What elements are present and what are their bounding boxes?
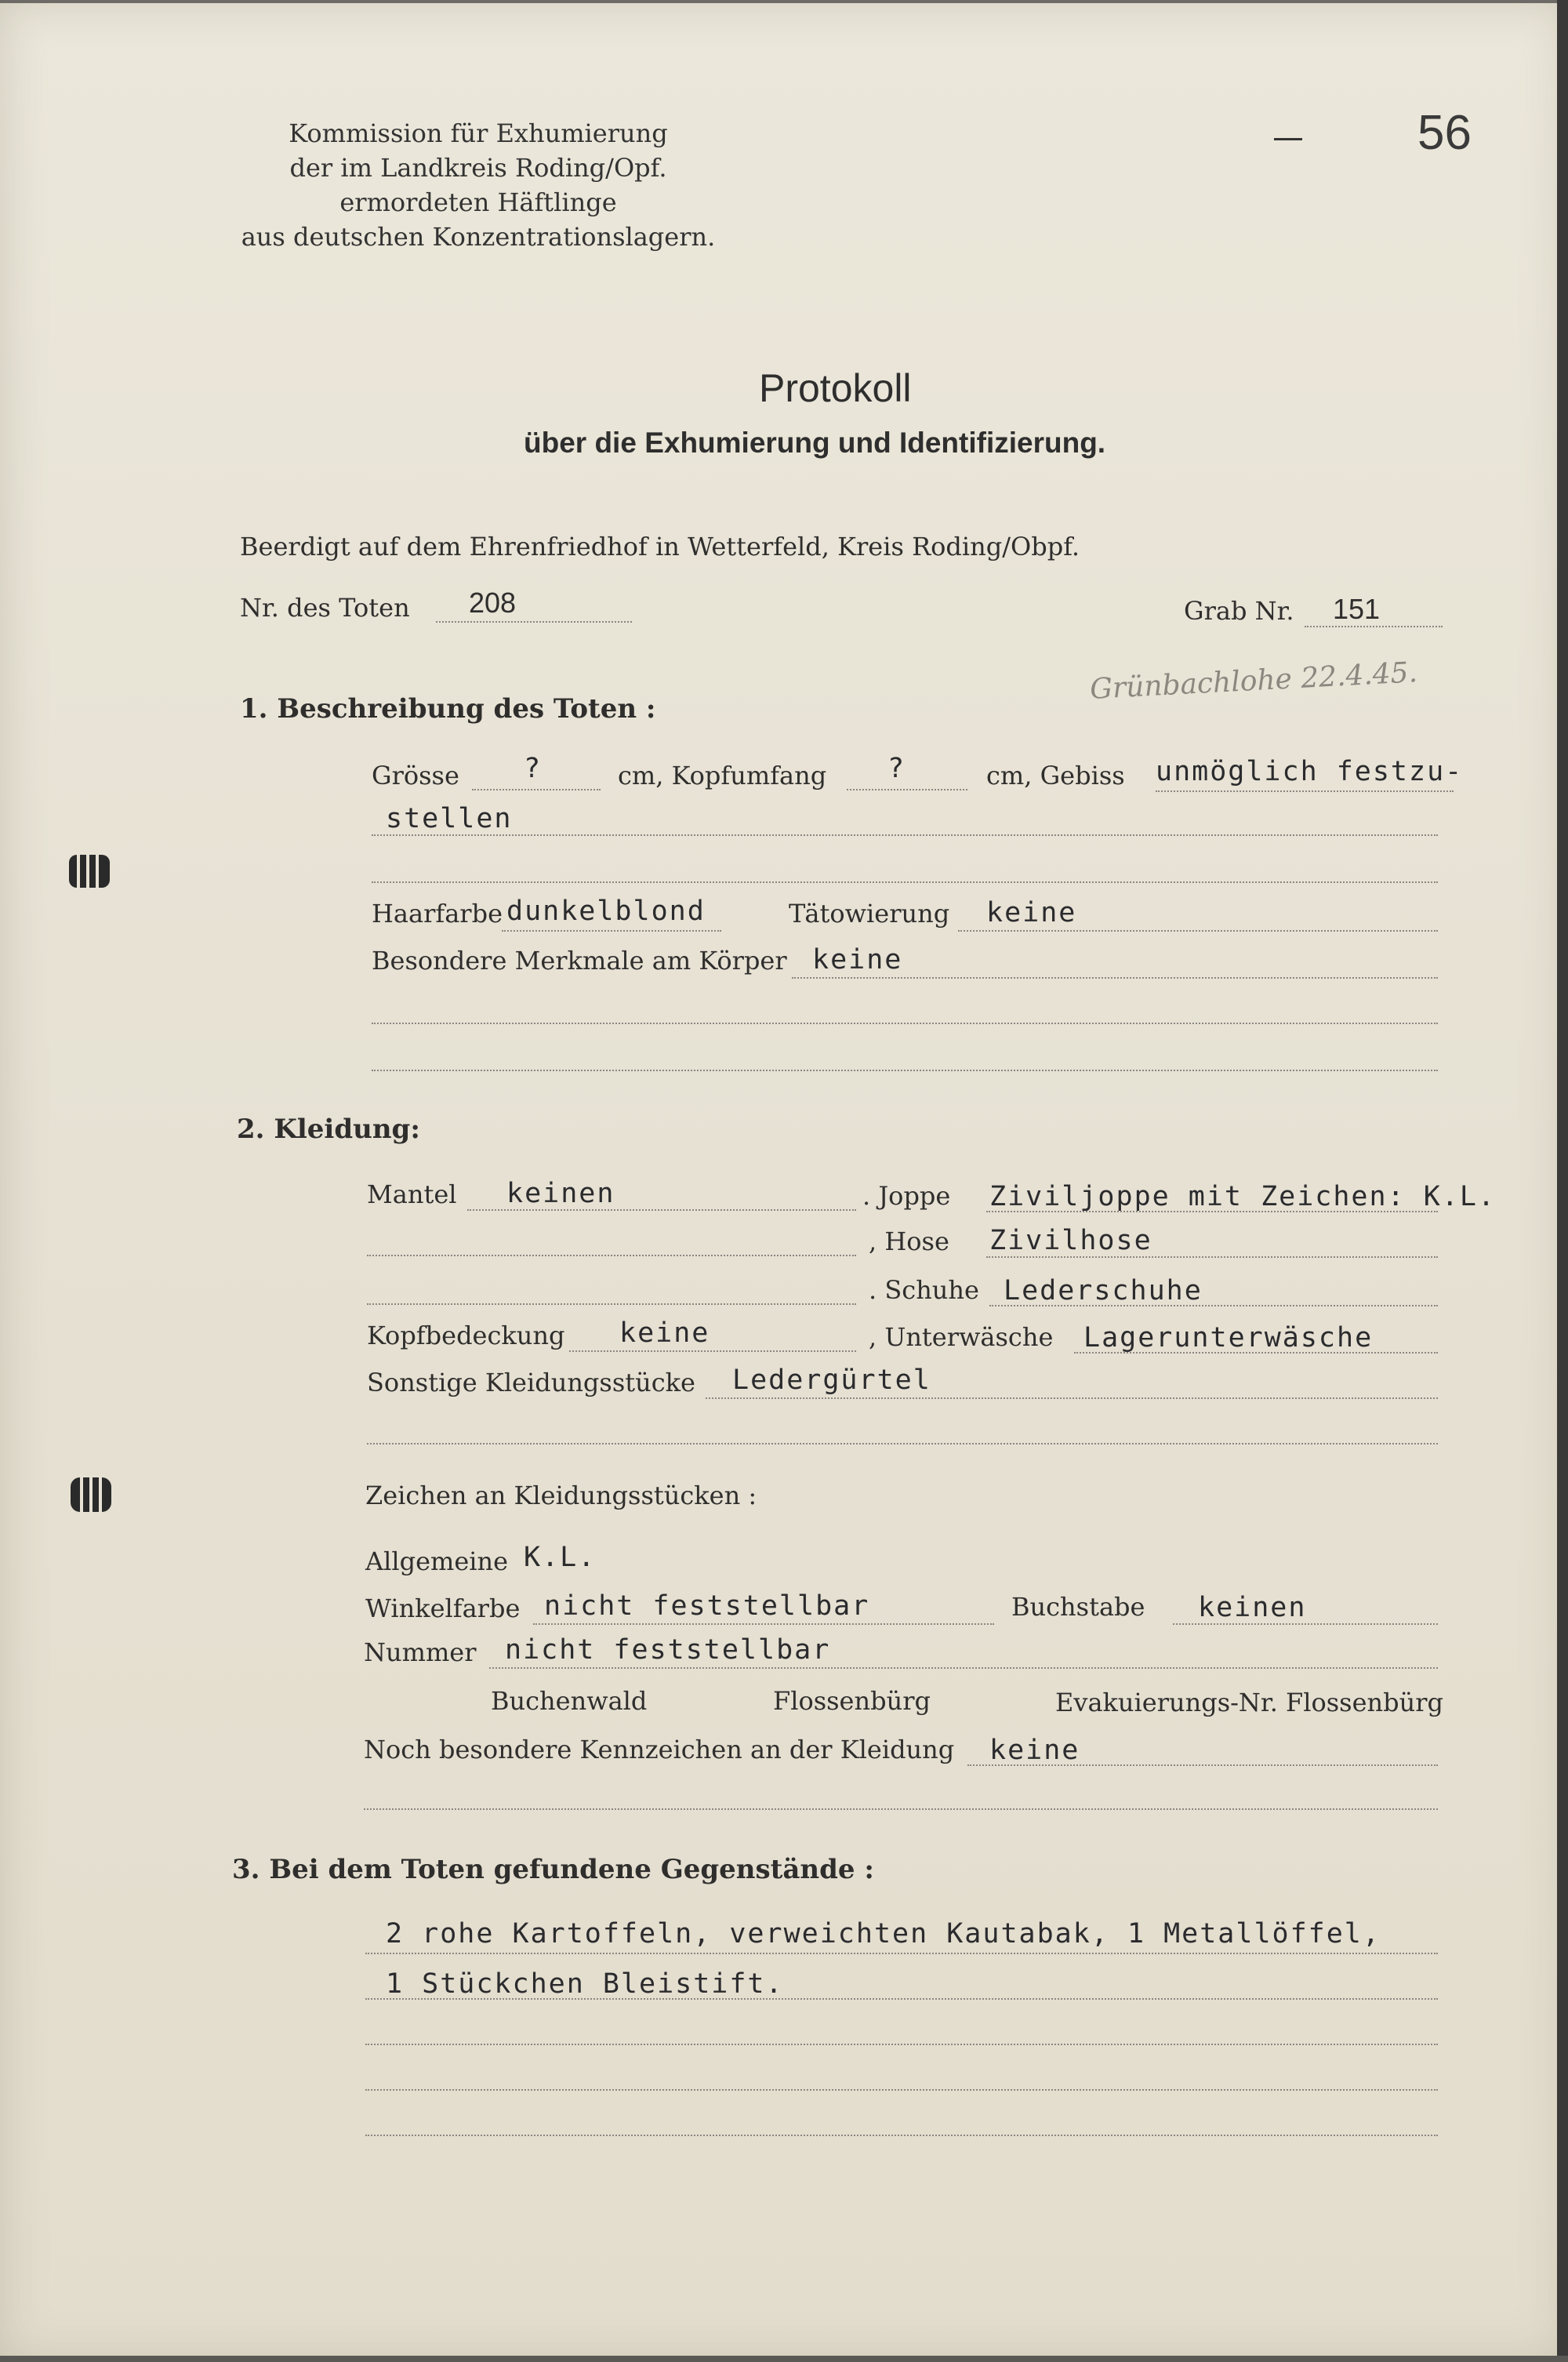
section-3-heading: 3. Bei dem Toten gefundene Gegenstände : xyxy=(232,1854,874,1885)
camp-buchenwald: Buchenwald xyxy=(491,1686,648,1716)
cm-teeth-label: cm, Gebiss xyxy=(986,761,1125,790)
marks-label: Besondere Merkmale am Körper xyxy=(372,946,787,976)
camp-evacuation-number: Evakuierungs-Nr. Flossenbürg xyxy=(1055,1688,1444,1717)
page-number: 56 xyxy=(1417,106,1472,160)
hair-label: Haarfarbe xyxy=(372,899,503,928)
found-items-rule-1 xyxy=(365,1953,1438,1954)
teeth-line xyxy=(1156,790,1454,792)
number-label: Nummer xyxy=(364,1637,477,1667)
punch-hole-icon xyxy=(66,849,113,894)
teeth-cont-line xyxy=(372,834,1438,836)
dead-number-value: 208 xyxy=(469,587,517,619)
underwear-value: Lagerunterwäsche xyxy=(1083,1322,1374,1354)
teeth-value-cont: stellen xyxy=(386,803,513,834)
marks-value: keine xyxy=(812,944,903,976)
found-items-rule-3 xyxy=(365,2044,1438,2045)
blank-line-3 xyxy=(372,1070,1438,1071)
camp-flossenburg: Flossenbürg xyxy=(773,1686,931,1716)
wink-value: nicht feststellbar xyxy=(544,1590,870,1622)
wink-label: Winkelfarbe xyxy=(365,1593,521,1623)
scan-edge-right xyxy=(1557,0,1568,2362)
section-1-heading: 1. Beschreibung des Toten : xyxy=(240,693,656,725)
found-items-line-2: 1 Stückchen Bleistift. xyxy=(386,1968,784,2000)
header-line-1: Kommission für Exhumierung xyxy=(289,118,668,148)
coat-value: keinen xyxy=(506,1178,615,1209)
stamp-mark xyxy=(1274,138,1302,140)
trousers-line xyxy=(986,1256,1438,1258)
marks-line xyxy=(792,977,1438,979)
section2-blank-line xyxy=(364,1808,1438,1810)
cm-headsize-label: cm, Kopfumfang xyxy=(618,761,827,790)
general-label: Allgemeine xyxy=(365,1546,509,1576)
letter-label: Buchstabe xyxy=(1011,1592,1145,1622)
grave-number-label: Grab Nr. xyxy=(1184,596,1294,626)
further-marks-value: keine xyxy=(989,1735,1080,1766)
coat-blank-line-1 xyxy=(367,1255,856,1256)
size-value: ? xyxy=(524,753,543,784)
found-items-rule-4 xyxy=(365,2089,1438,2091)
handwritten-note: Grünbachlohe 22.4.45. xyxy=(1089,656,1418,706)
wink-line xyxy=(533,1623,994,1625)
shoes-value: Lederschuhe xyxy=(1004,1275,1203,1306)
header-line-3: ermordeten Häftlinge xyxy=(339,187,617,217)
scan-edge-top xyxy=(0,0,1568,3)
tattoo-label: Tätowierung xyxy=(789,899,950,928)
headgear-line xyxy=(569,1350,856,1352)
dead-number-line xyxy=(436,621,632,623)
page-title: Protokoll xyxy=(759,366,912,410)
header-line-4: aus deutschen Konzentrationslagern. xyxy=(241,222,716,252)
letter-value: keinen xyxy=(1198,1592,1307,1623)
other-clothing-label: Sonstige Kleidungsstücke xyxy=(367,1368,695,1397)
teeth-value: unmöglich festzu- xyxy=(1156,756,1464,787)
tattoo-line xyxy=(958,930,1438,932)
clothing-blank-line xyxy=(367,1443,1438,1444)
section-2-heading: 2. Kleidung: xyxy=(237,1114,420,1145)
grave-number-value: 151 xyxy=(1333,593,1381,625)
coat-line xyxy=(467,1209,856,1211)
tattoo-value: keine xyxy=(986,897,1077,928)
head-value: ? xyxy=(887,753,906,784)
found-items-line-1: 2 rohe Kartoffeln, verweichten Kautabak, 1 Metallöffel, xyxy=(386,1918,1381,1950)
found-items-rule-5 xyxy=(365,2135,1438,2136)
shoes-label: . Schuhe xyxy=(869,1275,979,1305)
number-line xyxy=(489,1667,1438,1669)
other-clothing-value: Ledergürtel xyxy=(732,1365,931,1396)
blank-line-1 xyxy=(372,881,1438,883)
clothing-marks-heading: Zeichen an Kleidungsstücken : xyxy=(365,1481,757,1510)
hair-value: dunkelblond xyxy=(506,896,706,927)
letter-line xyxy=(1173,1623,1438,1625)
jacket-value: Ziviljoppe mit Zeichen: K.L. xyxy=(989,1181,1497,1212)
dead-number-label: Nr. des Toten xyxy=(240,593,410,623)
number-value: nicht feststellbar xyxy=(505,1634,831,1666)
grave-number-line xyxy=(1305,626,1443,627)
head-line xyxy=(847,789,967,790)
general-value: K.L. xyxy=(524,1542,597,1573)
other-clothing-line xyxy=(706,1397,1438,1399)
commission-header xyxy=(235,116,721,254)
punch-hole-icon xyxy=(67,1473,114,1518)
trousers-value: Zivilhose xyxy=(989,1225,1152,1256)
trousers-label: , Hose xyxy=(869,1226,949,1256)
blank-line-2 xyxy=(372,1023,1438,1024)
coat-blank-line-2 xyxy=(367,1303,856,1305)
hair-line xyxy=(502,930,721,932)
coat-label: Mantel xyxy=(367,1179,457,1209)
scan-edge-bottom xyxy=(0,2356,1568,2362)
underwear-label: , Unterwäsche xyxy=(869,1322,1054,1352)
header-line-2: der im Landkreis Roding/Opf. xyxy=(289,153,667,183)
headgear-value: keine xyxy=(619,1317,710,1349)
size-label: Grösse xyxy=(372,761,459,790)
page-subtitle: über die Exhumierung und Identifizierung. xyxy=(524,427,1106,459)
found-items-rule-2 xyxy=(365,1998,1438,2000)
jacket-label: . Joppe xyxy=(862,1181,951,1211)
further-marks-label: Noch besondere Kennzeichen an der Kleidung xyxy=(364,1735,955,1764)
headgear-label: Kopfbedeckung xyxy=(367,1321,565,1350)
burial-line: Beerdigt auf dem Ehrenfriedhof in Wetterfeld, Kreis Roding/Obpf. xyxy=(240,532,1080,561)
size-line xyxy=(472,789,601,790)
